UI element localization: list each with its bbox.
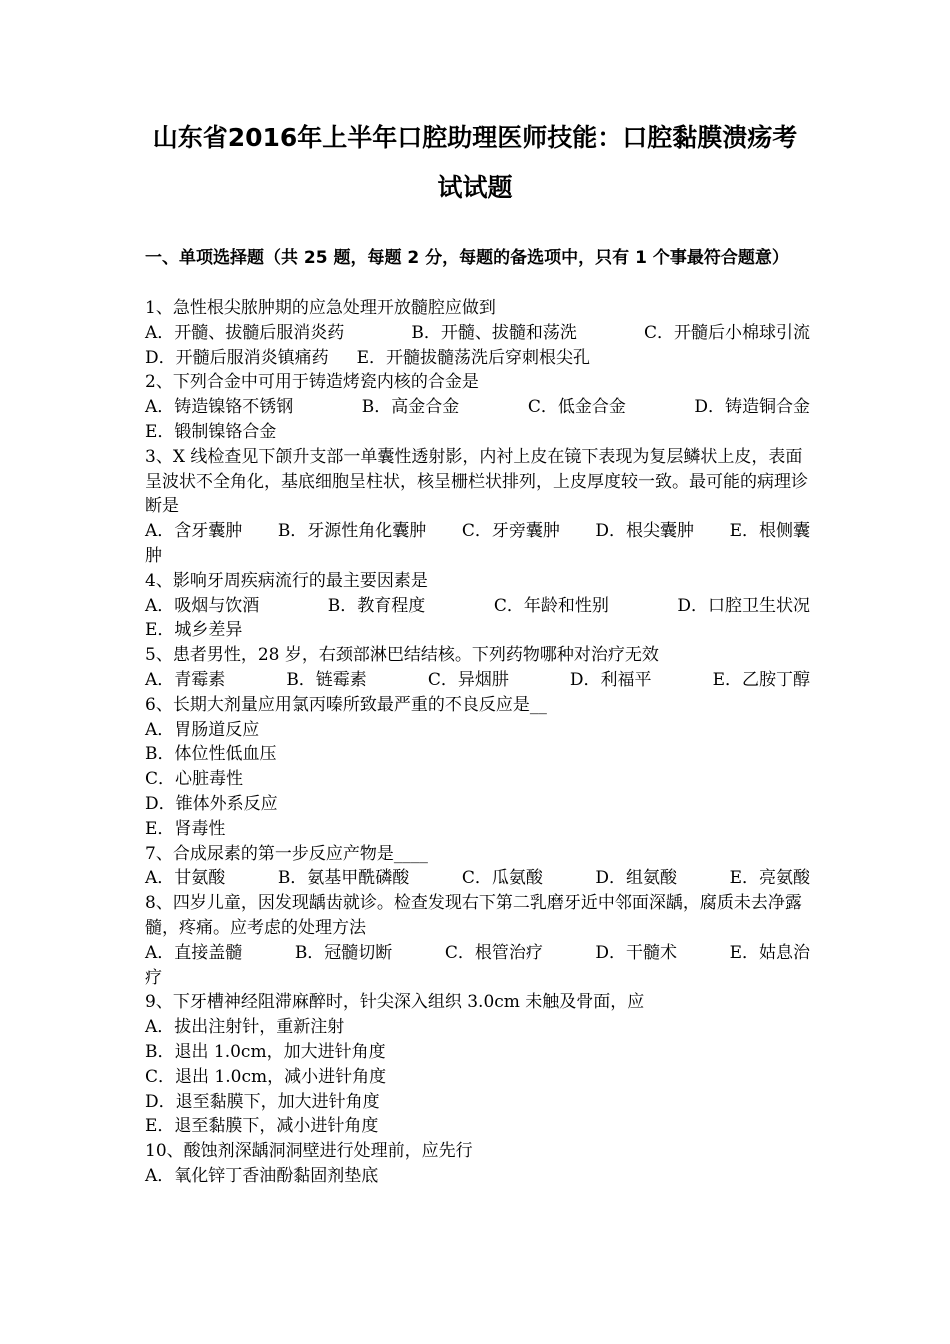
- answer-option: A．拔出注射针，重新注射: [145, 1017, 345, 1038]
- answer-option: A．开髓、拔髓后服消炎药: [145, 322, 345, 343]
- title-line-1: 山东省2016年上半年口腔助理医师技能：口腔黏膜溃疡考: [152, 123, 798, 152]
- answer-option: C．根管治疗: [444, 942, 543, 963]
- answer-option: D．组氨酸: [595, 868, 678, 889]
- answer-option: D．根尖囊肿: [595, 521, 695, 542]
- question-stem: 10、酸蚀剂深龋洞洞壁进行处理前，应先行: [145, 1141, 473, 1162]
- answer-option: A．直接盖髓: [145, 942, 243, 963]
- option-row: [145, 966, 810, 991]
- question-item: [145, 445, 810, 569]
- section-heading: 一、单项选择题（共 25 题，每题 2 分，每题的备选项中，只有 1 个事最符合题意）: [145, 248, 789, 268]
- question-stem: 1、急性根尖脓肿期的应急处理开放髓腔应做到: [145, 298, 496, 318]
- answer-option: 肿: [145, 545, 162, 566]
- question-item: [145, 693, 810, 842]
- option-row: [145, 618, 810, 643]
- answer-option: B．冠髓切断: [294, 942, 393, 963]
- question-item: [145, 891, 810, 990]
- answer-option: C．心脏毒性: [145, 769, 244, 790]
- question-stem: 5、患者男性，28 岁，右颈部淋巴结结核。下列药物哪种对治疗无效: [145, 645, 659, 666]
- answer-option: E．城乡差异: [145, 620, 243, 641]
- answer-option: C．牙旁囊肿: [461, 521, 560, 542]
- option-row: [145, 544, 810, 569]
- answer-option: E．退至黏膜下，减小进针角度: [145, 1116, 379, 1137]
- answer-option: B．体位性低血压: [145, 744, 277, 765]
- question-item: [145, 370, 810, 444]
- answer-option: A．铸造镍铬不锈钢: [145, 397, 294, 418]
- option-row: [145, 321, 810, 346]
- answer-option: D．干髓术: [595, 942, 678, 963]
- answer-option: E．姑息治: [729, 942, 810, 963]
- question-item: [145, 296, 810, 370]
- answer-option: B．开髓、拔髓和荡洗: [411, 322, 577, 343]
- answer-option: E．乙胺丁醇: [712, 669, 810, 690]
- option-row: [145, 594, 810, 619]
- answer-option: D．铸造铜合金: [694, 397, 810, 418]
- answer-option: C．退出 1.0cm，减小进针角度: [145, 1066, 387, 1087]
- answer-option: A．吸烟与饮酒: [145, 595, 260, 616]
- question-item: [145, 842, 810, 892]
- question-item: [145, 569, 810, 643]
- option-row: [145, 866, 810, 891]
- answer-option: E．锻制镍铬合金: [145, 421, 277, 442]
- option-row: [145, 346, 810, 371]
- answer-option: B．氨基甲酰磷酸: [277, 868, 410, 889]
- answer-option: C．异烟肼: [427, 669, 509, 690]
- question-stem: 6、长期大剂量应用氯丙嗪所致最严重的不良反应是__: [145, 694, 547, 715]
- answer-option: A．青霉素: [145, 669, 226, 690]
- option-row: [145, 519, 810, 544]
- option-row: [145, 941, 810, 966]
- answer-option: B．牙源性角化囊肿: [277, 521, 427, 542]
- question-list: [145, 296, 810, 1189]
- document-title: [120, 113, 830, 213]
- question-stem: 7、合成尿素的第一步反应产物是____: [145, 843, 428, 864]
- option-row: [145, 420, 810, 445]
- answer-option: A．含牙囊肿: [145, 521, 243, 542]
- question-item: [145, 1139, 810, 1189]
- answer-option: C．年龄和性别: [493, 595, 609, 616]
- answer-option: E．肾毒性: [145, 818, 226, 839]
- question-stem: 4、影响牙周疾病流行的最主要因素是: [145, 570, 428, 591]
- option-row: [145, 395, 810, 420]
- answer-option: D．开髓后服消炎镇痛药: [145, 347, 329, 368]
- answer-option: B．链霉素: [286, 669, 367, 690]
- question-stem: 8、四岁儿童，因发现龋齿就诊。检查发现右下第二乳磨牙近中邻面深龋，腐质未去净露髓，疼痛。应考虑的处理方法: [145, 893, 802, 938]
- answer-option: D．退至黏膜下，加大进针角度: [145, 1091, 380, 1112]
- answer-option: C．低金合金: [527, 397, 626, 418]
- question-stem: 2、下列合金中可用于铸造烤瓷内核的合金是: [145, 372, 479, 393]
- question-stem: 9、下牙槽神经阻滞麻醉时，针尖深入组织 3.0cm 未触及骨面，应: [145, 992, 645, 1013]
- answer-option: A．甘氨酸: [145, 868, 226, 889]
- answer-option: D．口腔卫生状况: [677, 595, 810, 616]
- option-row: [145, 668, 810, 693]
- answer-option: A．氧化锌丁香油酚黏固剂垫底: [145, 1165, 379, 1186]
- answer-option: D．利福平: [569, 669, 652, 690]
- answer-option: E．开髓拔髓荡洗后穿刺根尖孔: [356, 347, 591, 368]
- question-item: [145, 990, 810, 1139]
- answer-option: D．锥体外系反应: [145, 793, 278, 814]
- answer-option: C．开髓后小棉球引流: [643, 322, 810, 343]
- answer-option: B．退出 1.0cm，加大进针角度: [145, 1041, 386, 1062]
- answer-option: B．教育程度: [327, 595, 426, 616]
- title-line-2: 试试题: [437, 173, 513, 202]
- answer-option: 疗: [145, 967, 162, 988]
- answer-option: B．高金合金: [361, 397, 460, 418]
- answer-option: C．瓜氨酸: [461, 868, 543, 889]
- answer-option: E．根侧囊: [729, 521, 810, 542]
- question-stem: 3、X 线检查见下颌升支部一单囊性透射影，内衬上皮在镜下表现为复层鳞状上皮，表面呈波状不全角化，基底细胞呈柱状，核呈栅栏状排列，上皮厚度较一致。最可能的病理诊断是: [145, 446, 808, 517]
- question-item: [145, 643, 810, 693]
- answer-option: A．胃肠道反应: [145, 719, 260, 740]
- answer-option: E．亮氨酸: [729, 868, 810, 889]
